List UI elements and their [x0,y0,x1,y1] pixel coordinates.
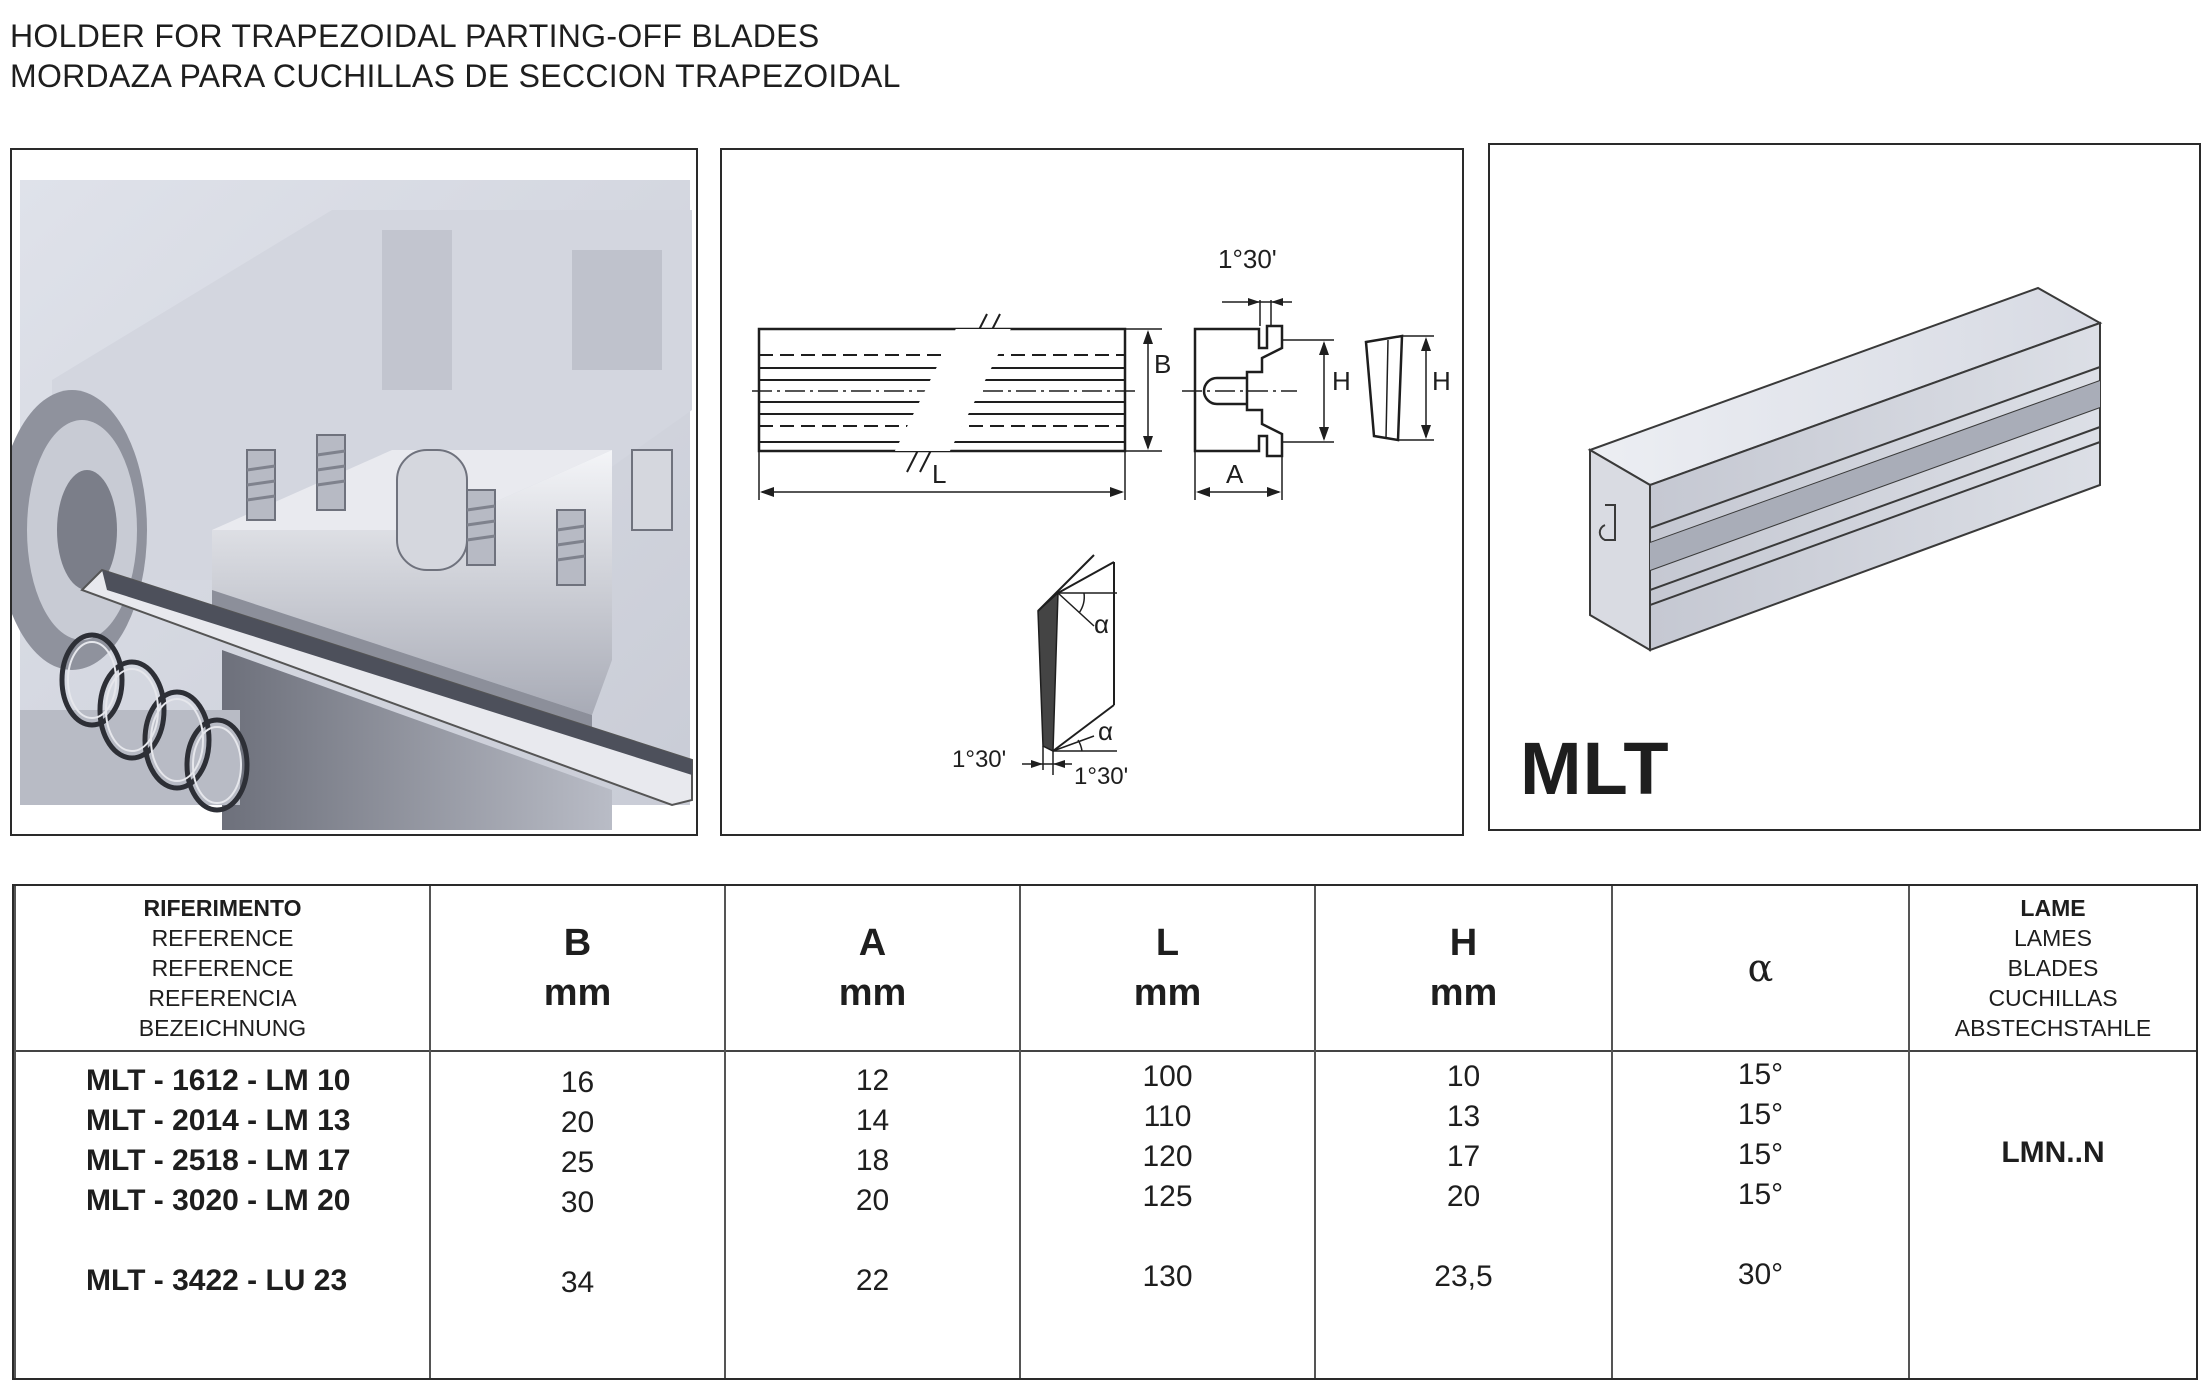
header-blades-en: BLADES [2007,955,2099,981]
cell-a-3: 18 [855,1144,890,1177]
cell-h-3: 17 [1446,1140,1481,1173]
header-blades-it: LAME [2020,895,2086,921]
header-reference [16,886,429,1050]
header-h [1316,886,1611,1050]
blades-value: LMN..N [2001,1136,2105,1169]
cell-alpha-1: 15° [1737,1058,1784,1091]
product-name: MLT [1520,727,1670,810]
header-l-letter: L [1155,922,1180,964]
column-a [724,886,1019,1378]
row-ref-1: MLT - 1612 - LM 10 [86,1064,351,1097]
cell-h-5: 23,5 [1434,1260,1493,1293]
header-blades-de: ABSTECHSTAHLE [1954,1015,2152,1041]
column-b [429,886,724,1378]
dimension-drawing [722,150,1462,834]
header-b-unit: mm [543,972,612,1014]
cell-alpha-5: 30° [1737,1258,1784,1291]
header-b [431,886,724,1050]
header-ref-en: REFERENCE [151,955,294,981]
label-alpha1: α [1094,609,1110,639]
title-es: MORDAZA PARA CUCHILLAS DE SECCION TRAPEZOIDAL [10,58,901,94]
label-h2: H [1432,366,1451,396]
cell-a-1: 12 [855,1064,890,1097]
cell-a-5: 22 [855,1264,890,1297]
header-h-unit: mm [1429,972,1498,1014]
header-a-unit: mm [838,972,907,1014]
cell-a-2: 14 [855,1104,890,1137]
header-l-unit: mm [1133,972,1202,1014]
cell-h-4: 20 [1446,1180,1481,1213]
header-a [726,886,1019,1050]
cell-l-4: 125 [1142,1180,1193,1213]
row-ref-2: MLT - 2014 - LM 13 [86,1104,351,1137]
cell-l-1: 100 [1142,1060,1193,1093]
column-blades [1908,886,2196,1378]
column-alpha [1611,886,1908,1378]
label-angle-left: 1°30' [952,746,1007,773]
title-en: HOLDER FOR TRAPEZOIDAL PARTING-OFF BLADES [10,18,820,54]
header-blades-fr: LAMES [2014,925,2092,951]
column-l [1019,886,1314,1378]
product-render [1488,143,2201,831]
label-angle-top: 1°30' [1218,244,1277,274]
row-ref-5: MLT - 3422 - LU 23 [86,1264,348,1297]
header-blades [1910,886,2196,1050]
product-photo [10,148,698,836]
label-angle-right: 1°30' [1074,763,1129,790]
cell-l-5: 130 [1142,1260,1193,1293]
header-blades-es: CUCHILLAS [1988,985,2118,1011]
label-h1: H [1332,366,1351,396]
cell-b-2: 20 [560,1106,595,1139]
label-alpha2: α [1098,716,1114,746]
cell-l-2: 110 [1143,1100,1192,1133]
cell-b-4: 30 [560,1186,595,1219]
header-ref-de: BEZEICHNUNG [138,1015,307,1041]
cell-alpha-4: 15° [1737,1178,1784,1211]
header-a-letter: A [858,922,887,964]
header-ref-fr: REFERENCE [151,925,294,951]
label-b: B [1154,349,1172,379]
label-l: L [932,459,947,489]
technical-drawing [720,148,1464,836]
cell-a-4: 20 [855,1184,890,1217]
header-b-letter: B [563,922,592,964]
holder-3d-icon [1490,145,2199,705]
cell-h-2: 13 [1446,1100,1481,1133]
cell-b-5: 34 [560,1266,595,1299]
cell-b-1: 16 [560,1066,595,1099]
header-alpha-symbol: α [1747,946,1774,990]
cell-h-1: 10 [1446,1060,1481,1093]
column-h [1314,886,1611,1378]
header-l [1021,886,1314,1050]
cell-l-3: 120 [1142,1140,1193,1173]
cell-alpha-3: 15° [1737,1138,1784,1171]
header-ref-es: REFERENCIA [148,985,297,1011]
row-ref-3: MLT - 2518 - LM 17 [86,1144,351,1177]
lathe-illustration [12,150,696,834]
row-ref-4: MLT - 3020 - LM 20 [86,1184,351,1217]
header-alpha [1613,886,1908,1050]
cell-b-3: 25 [560,1146,595,1179]
header-h-letter: H [1449,922,1478,964]
header-ref-it: RIFERIMENTO [143,895,302,921]
spec-table [12,884,2198,1380]
cell-alpha-2: 15° [1737,1098,1784,1131]
column-reference [14,886,429,1378]
label-a: A [1226,459,1244,489]
